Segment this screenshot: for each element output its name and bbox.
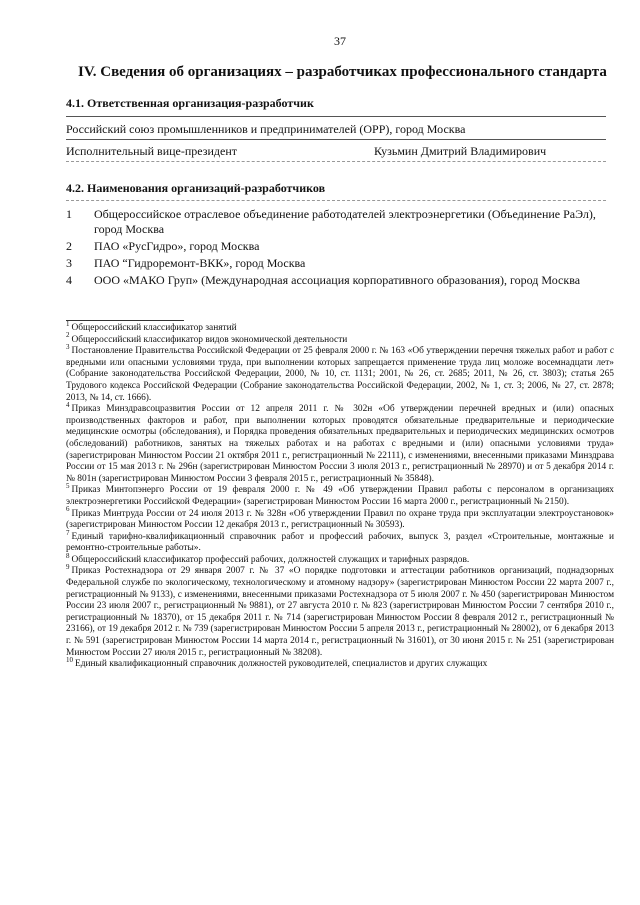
item-text: ПАО «РусГидро», город Москва xyxy=(94,239,260,253)
item-number: 3 xyxy=(66,256,72,270)
item-text: ПАО “Гидроремонт-ВКК», город Москва xyxy=(94,256,306,270)
footnote-text: Единый квалификационный справочник должностей руководителей, специалистов и других служащих xyxy=(75,659,488,670)
footnote xyxy=(66,505,614,532)
footnote-number: 4 xyxy=(66,401,70,410)
footnote xyxy=(66,343,614,404)
footnote-text: Общероссийский классификатор видов экономической деятельности xyxy=(71,334,348,345)
footnote-number: 10 xyxy=(66,656,73,665)
divider xyxy=(66,200,606,201)
footnote xyxy=(66,482,614,508)
footnote-text: Приказ Минтруда России от 24 июля 2013 г. № 328н «Об утверждении Правил по охране труда при эксплуатации электроустановок» (зарегистрирован Минюстом России 12 декабря 2013 г., регистрационный № 30593). xyxy=(66,508,614,531)
footnote-number: 5 xyxy=(66,482,70,491)
footnotes xyxy=(66,319,614,671)
list-item xyxy=(66,239,606,254)
footnote-text: Единый тарифно-квалификационный справочник работ и профессий рабочих, выпуск 3, раздел «Строительные, монтажные и ремонтно-строительные работы». xyxy=(66,531,614,554)
item-text: ООО «МАКО Груп» (Международная ассоциация корпоративного образования), город Москва xyxy=(94,273,581,287)
divider xyxy=(66,161,606,162)
section-title: IV. Сведения об организациях – разработчиках профессионального стандарта xyxy=(78,64,607,80)
footnote xyxy=(66,319,614,335)
footnote-text: Постановление Правительства Российской Федерации от 25 февраля 2000 г. № 163 «Об утверждении перечня тяжелых работ и работ с вредными или опасными условиями труда, при выполнении которых запрещается применение труда лиц моложе восемнадцати лет» (Собрание законодательства Российской Федерации, 2000, № 10, ст. 1131; 2001, № 26, ст. 2685; 2011, № 26, ст. 3803); статья 265 Трудового кодекса Российской Федерации (Собрание законодательства Российской Федерации, 2002, № 1, ст. 3; 2006, № 27, ст. 2878; 2013, № 14, ст. 1666). xyxy=(66,346,614,403)
footnote-text: Приказ Минтопэнерго России от 19 февраля 2000 г. № 49 «Об утверждении Правил работы с персоналом в организациях электроэнергетики Российской Федерации» (зарегистрирован Минюстом России 16 марта 2000 г., регистрационный № 2150). xyxy=(66,485,614,507)
footnote-text: Общероссийский классификатор занятий xyxy=(71,323,237,333)
list-item xyxy=(66,256,606,271)
footnote-text: Приказ Минздравсоцразвития России от 12 апреля 2011 г. № 302н «Об утверждении перечней вредных и (или) опасных производственных факторов и работ, при выполнении которых проводятся обязательные предварительные и периодические медицинские осмотры (обследования), и Порядка проведения обязательных предварительных и периодических медицинских осмотров (обследований) работников, занятых на тяжелых работах и на работах с вредными и (или) опасными условиями труда» (зарегистрирован Минюстом России 21 октября 2011 г., регистрационный № 22111), с изменениями, внесенными приказами Минздрава России от 15 мая 2013 г. № 296н (зарегистрирован Минюстом России 3 июля 2013 г., регистрационный № 28970) и от 5 декабря 2014 г. № 801н (зарегистрирован Минюстом России 3 февраля 2015 г., регистрационный № 35848). xyxy=(66,404,614,484)
developer-orgs-heading: 4.2. Наименования организаций-разработчиков xyxy=(66,181,326,195)
signatory-name: Кузьмин Дмитрий Владимирович xyxy=(374,144,547,158)
footnote-number: 2 xyxy=(66,331,70,340)
divider xyxy=(66,116,606,117)
footnote-number: 3 xyxy=(66,343,70,352)
item-number: 1 xyxy=(66,207,72,221)
footnote-separator xyxy=(66,320,184,321)
footnote xyxy=(66,563,614,659)
footnote xyxy=(66,551,614,567)
footnote-number: 8 xyxy=(66,551,70,560)
list-item xyxy=(66,207,606,237)
list-item xyxy=(66,273,606,288)
footnote xyxy=(66,656,614,671)
responsible-org-heading: 4.1. Ответственная организация-разработчик xyxy=(66,96,314,110)
divider xyxy=(66,139,606,140)
item-number: 2 xyxy=(66,239,72,253)
responsible-org-name: Российский союз промышленников и предпринимателей (ОРР), город Москва xyxy=(66,122,466,136)
footnote-number: 6 xyxy=(66,505,70,514)
footnote xyxy=(66,331,614,347)
developer-org-list xyxy=(66,207,606,290)
item-text: Общероссийское отраслевое объединение работодателей электроэнергетики (Объединение РаЭл), город Москва xyxy=(94,207,596,236)
footnote xyxy=(66,401,614,485)
page-number: 37 xyxy=(334,34,346,48)
footnote-text: Приказ Ростехнадзора от 29 января 2007 г. № 37 «О порядке подготовки и аттестации работников организаций, поднадзорных Федеральной службе по экологическому, технологическому и атомному надзору» (зарегистрирован Минюстом России 22 марта 2007 г., регистрационный № 9133), с изменениями, внесенными приказами Ростехнадзора от 5 июля 2007 г. № 450 (зарегистрирован Минюстом России 23 июля 2007 г., регистрационный № 9881), от 27 августа 2010 г. № 823 (зарегистрирован Минюстом России 7 сентября 2010 г., регистрационный № 18370), от 15 декабря 2011 г. № 714 (зарегистрирован Минюстом России 8 февраля 2012 г., регистрационный № 23166), от 19 декабря 2012 г. № 739 (зарегистрирован Минюстом России 5 апреля 2013 г., регистрационный № 28002), от 6 декабря 2013 г. № 591 (зарегистрирован Минюстом России 14 марта 2014 г., регистрационный № 31601), от 30 июня 2015 г. № 251 (зарегистрирован Минюстом России 27 июля 2015 г., регистрационный № 38208). xyxy=(66,566,614,658)
footnote-text: Общероссийский классификатор профессий рабочих, должностей служащих и тарифных разрядов. xyxy=(71,554,470,565)
footnote-number: 7 xyxy=(66,528,70,537)
footnote-number: 1 xyxy=(66,319,70,328)
footnote xyxy=(66,528,614,555)
footnote-number: 9 xyxy=(66,563,70,572)
signatory-position: Исполнительный вице-президент xyxy=(66,144,238,158)
item-number: 4 xyxy=(66,273,72,287)
